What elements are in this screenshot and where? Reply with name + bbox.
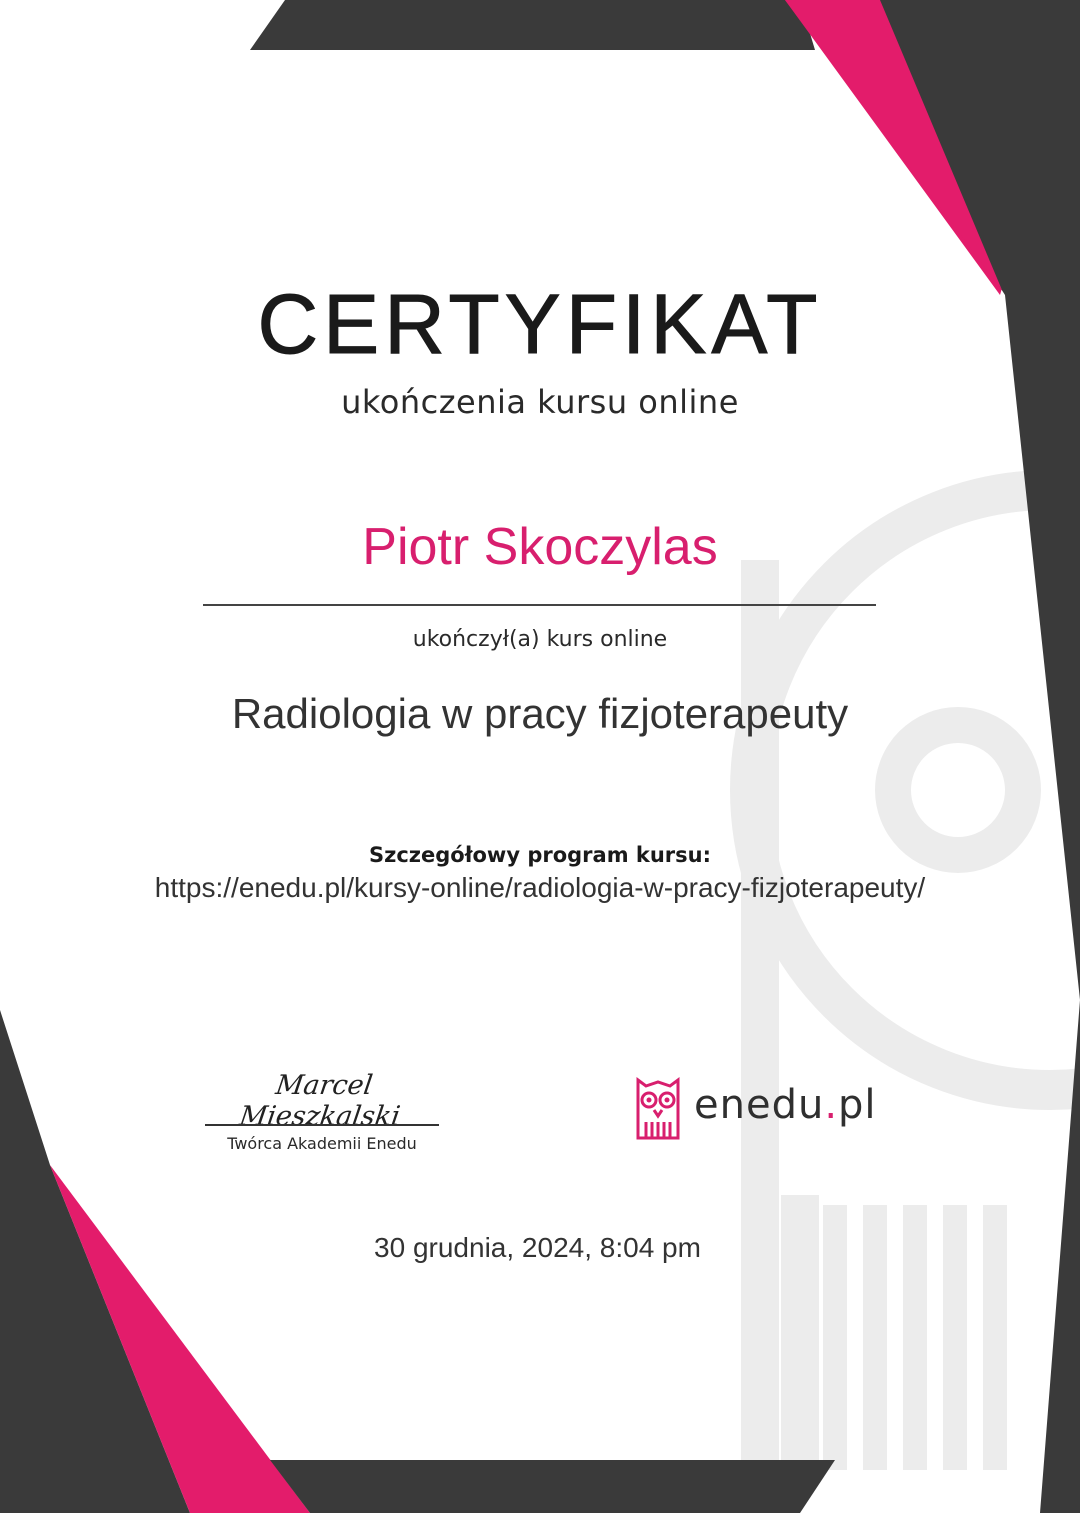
signature-line [205, 1124, 439, 1126]
logo-text-suffix: pl [838, 1082, 877, 1128]
certificate-title: CERTYFIKAT [257, 277, 823, 371]
bottom-dark-band [270, 1460, 835, 1513]
issue-date: 30 grudnia, 2024, 8:04 pm [374, 1232, 701, 1263]
top-dark-band [250, 0, 815, 50]
program-url-link[interactable]: https://enedu.pl/kursy-online/radiologia-w-pracy-fizjoterapeuty/ [154, 872, 926, 903]
signer-role: Twórca Akademii Enedu [227, 1134, 417, 1153]
completion-statement: ukończył(a) kurs online [412, 627, 668, 652]
certificate-subtitle: ukończenia kursu online [341, 383, 739, 421]
recipient-name: Piotr Skoczylas [362, 518, 718, 576]
logo-text-dot: . [824, 1082, 839, 1128]
logo-wordmark [694, 1082, 877, 1128]
enedu-logo [634, 1076, 904, 1142]
signature: Marcel Mieszkalski [237, 1070, 403, 1132]
program-label: Szczegółowy program kursu: [368, 843, 712, 867]
course-title: Radiologia w pracy fizjoterapeuty [231, 690, 849, 737]
name-underline [203, 604, 876, 606]
logo-text-main: enedu [694, 1082, 825, 1128]
owl-icon [634, 1076, 682, 1142]
